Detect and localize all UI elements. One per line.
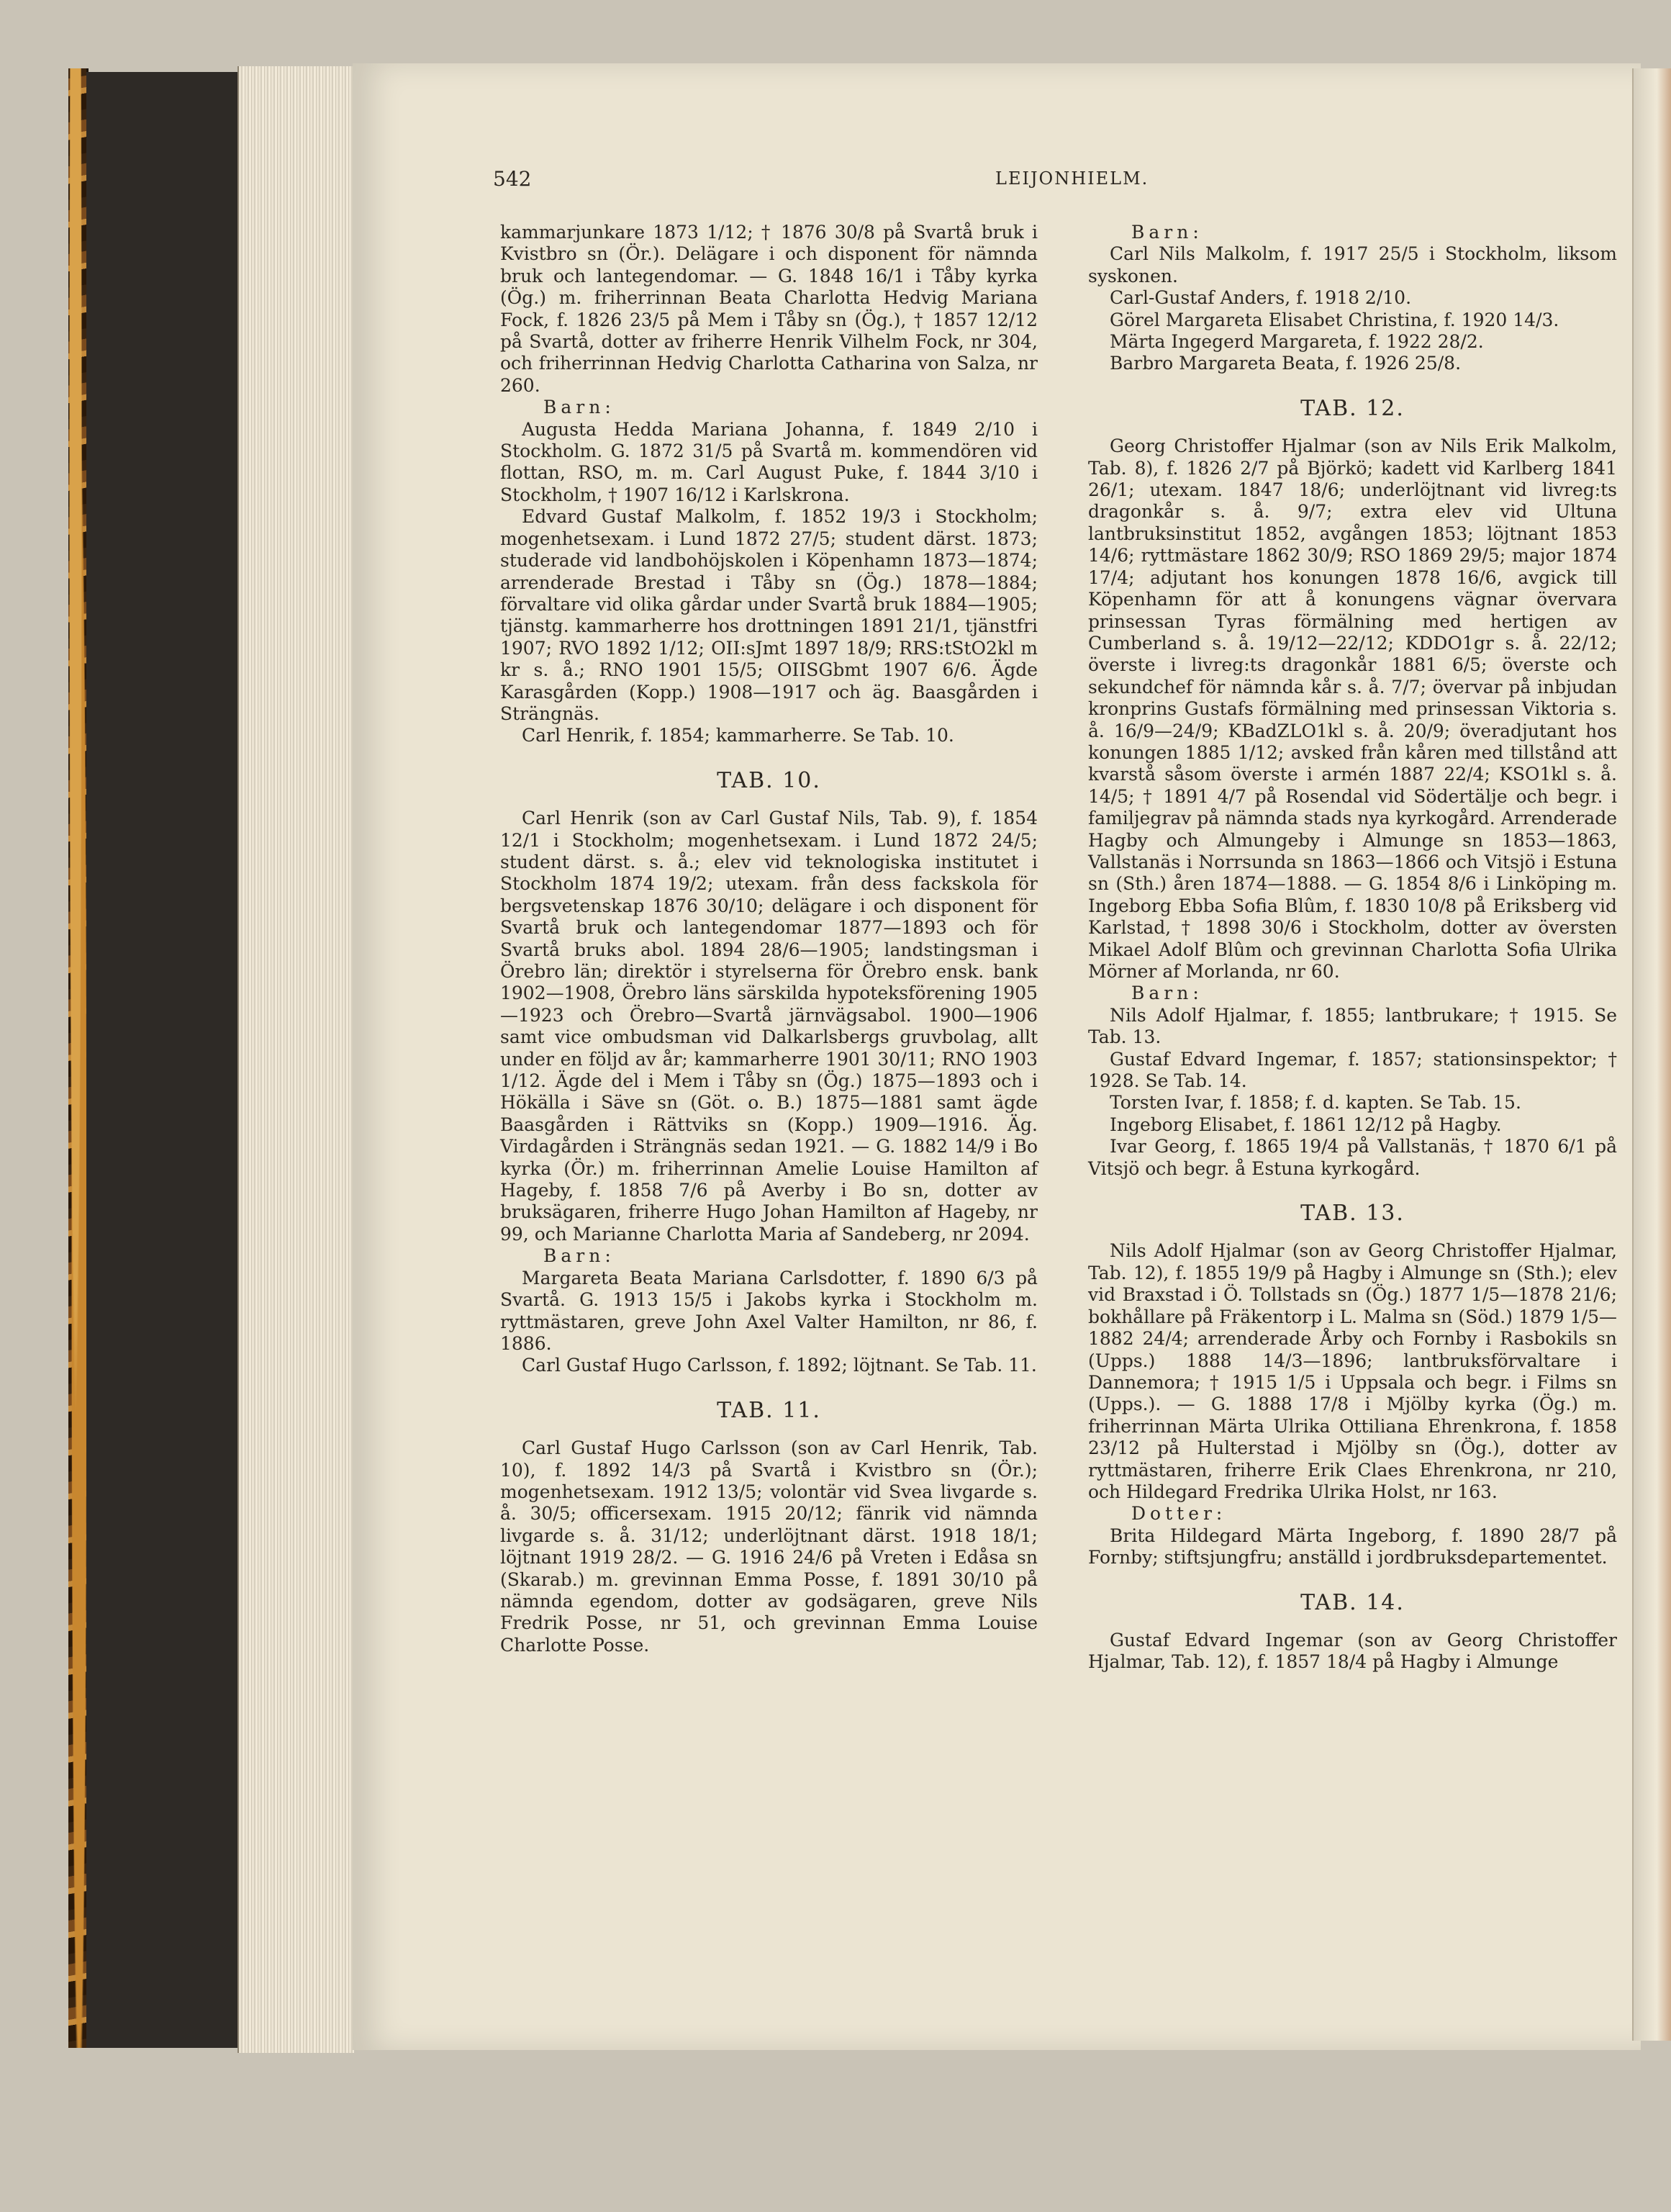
page-header [493,167,1536,196]
running-head: LEIJONHIELM. [995,168,1149,189]
right-column [1088,222,1617,1674]
table-heading: TAB. 13. [1300,1201,1405,1227]
paragraph: Georg Christoffer Hjalmar (son av Nils Erik Malkolm, Tab. 8), f. 1826 2/7 på Björkö; kadett vid Karlberg 1841 26/1; utexam. 1847 18/6; underlöjtnant vid livreg:ts dragonkår s. å. 9/7; extra elev vid Ultuna lantbruksinstitut 1852, avgången 1853; löjtnant 1853 14/6; ryttmästare 1862 30/9; RSO 1869 29/5; major 1874 17/4; adjutant hos konungen 1878 16/6, avgick till Köpenhamn för att å konungens vägnar övervara prinsessan Tyras förmälning med hertigen av Cumberland s. å. 19/12—22/12; KDDO1gr s. å. 22/12; överste i livreg:ts dragonkår 1881 6/5; överste och sekundchef för nämnda kår s. å. 7/7; övervar på inbjudan kronprins Gustafs förmälning med prinsessan Viktoria s. å. 16/9—24/9; KBadZLO1kl s. å. 20/9; överadjutant hos konungen 1885 1/12; avsked från kåren med tillstånd att kvarstå såsom överste i armén 1887 22/4; KSO1kl s. å. 14/5; † 1891 4/7 på Rosendal vid Södertälje och begr. i familjegrav på nämnda stads nya kyrkogård. Arrenderade Hagby och Almungeby i Almunge sn 1853—1863, Vallstanäs i Norrsunda sn 1863—1866 och Vitsjö i Estuna sn (Sth.) åren 1874—1888. — G. 1854 8/6 i Linköping m. Ingeborg Ebba Sofia Blûm, f. 1830 10/8 på Eriksberg vid Karlstad, † 1898 30/6 i Stockholm, dotter av översten Mikael Adolf Blûm och grevinnan Charlotta Sofia Ulrika Mörner af Morlanda, nr 60. [1088,435,1617,982]
paragraph: Nils Adolf Hjalmar (son av Georg Christoffer Hjalmar, Tab. 12), f. 1855 19/9 på Hagby i Almunge sn (Sth.); elev vid Braxstad i Ö. Tollstads sn (Ög.) 1877 1/5—1878 21/6; bokhållare på Fräkentorp i L. Malma sn (Söd.) 1879 1/5— 1882 24/4; arrenderade Årby och Fornby i Rasbokils sn (Upps.) 1888 14/3—1896; lantbruksförvaltare i Dannemora; † 1915 1/5 i Uppsala och begr. i Films sn (Upps.). — G. 1888 17/8 i Mjölby kyrka (Ög.) m. friherrinnan Märta Ulrika Ottiliana Ehrenkrona, f. 1858 23/12 på Hulterstad i Mjölby sn (Ög.), dotter av ryttmästaren, friherre Erik Claes Ehrenkrona, nr 210, och Hildegard Fredrika Ulrika Holst, nr 163. [1088,1240,1617,1502]
table-heading: TAB. 14. [1300,1589,1405,1615]
paragraph: Görel Margareta Elisabet Christina, f. 1920 14/3. [1110,309,1559,330]
section-label: Barn: [1131,983,1203,1004]
page-stack-edge [237,66,354,2053]
paragraph: Margareta Beata Mariana Carlsdotter, f. 1890 6/3 på Svartå. G. 1913 15/5 i Jakobs kyrka i Stockholm m. ryttmästaren, greve John Axel Valter Hamilton, nr 86, f. 1886. [500,1267,1038,1354]
paragraph: Märta Ingegerd Margareta, f. 1922 28/2. [1110,331,1484,353]
section-label: Barn: [543,1245,615,1267]
paragraph: Ingeborg Elisabet, f. 1861 12/12 på Hagby. [1110,1114,1502,1135]
paragraph: Carl Henrik, f. 1854; kammarherre. Se Tab. 10. [522,725,954,746]
paragraph: Augusta Hedda Mariana Johanna, f. 1849 2/10 i Stockholm. G. 1872 31/5 på Svartå m. kommendören vid flottan, RSO, m. m. Carl August Puke, f. 1844 3/10 i Stockholm, † 1907 16/12 i Karlskrona. [500,418,1038,505]
paragraph: Barbro Margareta Beata, f. 1926 25/8. [1110,353,1462,374]
paragraph: Gustaf Edvard Ingemar (son av Georg Christoffer Hjalmar, Tab. 12), f. 1857 18/4 på Hagby i Almunge [1088,1629,1617,1673]
section-label: Barn: [1131,222,1203,243]
facing-page-edge [1632,68,1671,2041]
section-label: Barn: [543,397,615,418]
paragraph: Carl Gustaf Hugo Carlsson, f. 1892; löjtnant. Se Tab. 11. [522,1355,1037,1376]
paragraph: Carl-Gustaf Anders, f. 1918 2/10. [1110,287,1412,309]
page-number: 542 [493,167,532,191]
book-binding [86,72,245,2048]
paragraph: Edvard Gustaf Malkolm, f. 1852 19/3 i Stockholm; mogenhetsexam. i Lund 1872 27/5; student därst. 1873; studerade vid landbohöjskolen i Köpenhamn 1873—1874; arrenderade Brestad i Tåby sn (Ög.) 1878—1884; förvaltare vid olika gårdar under Svartå bruk 1884—1905; tjänstg. kammarherre hos drottningen 1891 21/1, tjänstfri 1907; RVO 1892 1/12; OII:sJmt 1897 18/9; RRS:tStO2kl m kr s. å.; RNO 1901 15/5; OIISGbmt 1907 6/6. Ägde Karasgården (Kopp.) 1908—1917 och äg. Baasgården i Strängnäs. [500,506,1038,724]
table-heading: TAB. 11. [717,1397,821,1423]
paragraph: Brita Hildegard Märta Ingeborg, f. 1890 28/7 på Fornby; stiftsjungfru; anställd i jordbruksdepartementet. [1088,1525,1617,1568]
paragraph: Carl Nils Malkolm, f. 1917 25/5 i Stockholm, liksom syskonen. [1088,243,1617,286]
paragraph: Carl Henrik (son av Carl Gustaf Nils, Tab. 9), f. 1854 12/1 i Stockholm; mogenhetsexam. i Lund 1872 24/5; student därst. s. å.; elev vid teknologiska institutet i Stockholm 1874 19/2; utexam. från dess fackskola för bergsvetenskap 1876 30/10; delägare i och disponent för Svartå bruk och lantegendomar 1877—1893 och för Svartå bruks abol. 1894 28/6—1905; landstingsman i Örebro län; direktör i styrelserna för Örebro ensk. bank 1902—1908, Örebro läns särskilda hypoteksförening 1905—1923 och Örebro—Svartå järnvägsabol. 1900—1906 samt vice ombudsman vid Dalkarlsbergs gruvbolag, allt under en följd av år; kammarherre 1901 30/11; RNO 1903 1/12. Ägde del i Mem i Tåby sn (Ög.) 1875—1893 och i Hökälla i Säve sn (Göt. o. B.) 1875—1881 samt ägde Baasgården i Rättviks sn (Kopp.) 1909—1916. Äg. Virdagården i Strängnäs sedan 1921. — G. 1882 14/9 i Bo kyrka (Ör.) m. friherrinnan Amelie Louise Hamilton af Hageby, f. 1858 7/6 på Averby i Bo sn, dotter av bruksägaren, friherre Hugo Johan Hamilton af Hageby, nr 99, och Marianne Charlotta Maria af Sandeberg, nr 2094. [500,808,1038,1245]
marbled-page-edge [68,68,89,2048]
paragraph: Ivar Georg, f. 1865 19/4 på Vallstanäs, † 1870 6/1 på Vitsjö och begr. å Estuna kyrkogård. [1088,1136,1617,1179]
paragraph: Gustaf Edvard Ingemar, f. 1857; stationsinspektor; † 1928. Se Tab. 14. [1088,1048,1617,1092]
paragraph: kammarjunkare 1873 1/12; † 1876 30/8 på Svartå bruk i Kvistbro sn (Ör.). Delägare i och disponent för nämnda bruk och lantegendomar. — G. 1848 16/1 i Tåby kyrka (Ög.) m. friherrinnan Beata Charlotta Hedvig Mariana Fock, f. 1826 23/5 på Mem i Tåby sn (Ög.), † 1857 12/12 på Svartå, dotter av friherre Henrik Vilhelm Fock, nr 304, och friherrinnan Hedvig Charlotta Catharina von Salza, nr 260. [500,222,1038,396]
table-heading: TAB. 12. [1300,395,1405,421]
left-column [500,222,1038,1656]
paragraph: Carl Gustaf Hugo Carlsson (son av Carl Henrik, Tab. 10), f. 1892 14/3 på Svartå i Kvistbro sn (Ör.); mogenhetsexam. 1912 13/5; volontär vid Svea livgarde s. å. 30/5; officersexam. 1915 20/12; fänrik vid nämnda livgarde s. å. 31/12; underlöjtnant därst. 1918 18/1; löjtnant 1919 28/2. — G. 1916 24/6 på Vreten i Edåsa sn (Skarab.) m. grevinnan Emma Posse, f. 1891 30/10 på nämnda egendom, dotter av godsägaren, greve Nils Fredrik Posse, nr 51, och grevinnan Emma Louise Charlotte Posse. [500,1437,1038,1656]
table-heading: TAB. 10. [717,767,821,793]
section-label: Dotter: [1131,1503,1227,1525]
paragraph: Nils Adolf Hjalmar, f. 1855; lantbrukare; † 1915. Se Tab. 13. [1088,1004,1617,1048]
paragraph: Torsten Ivar, f. 1858; f. d. kapten. Se Tab. 15. [1110,1092,1521,1114]
